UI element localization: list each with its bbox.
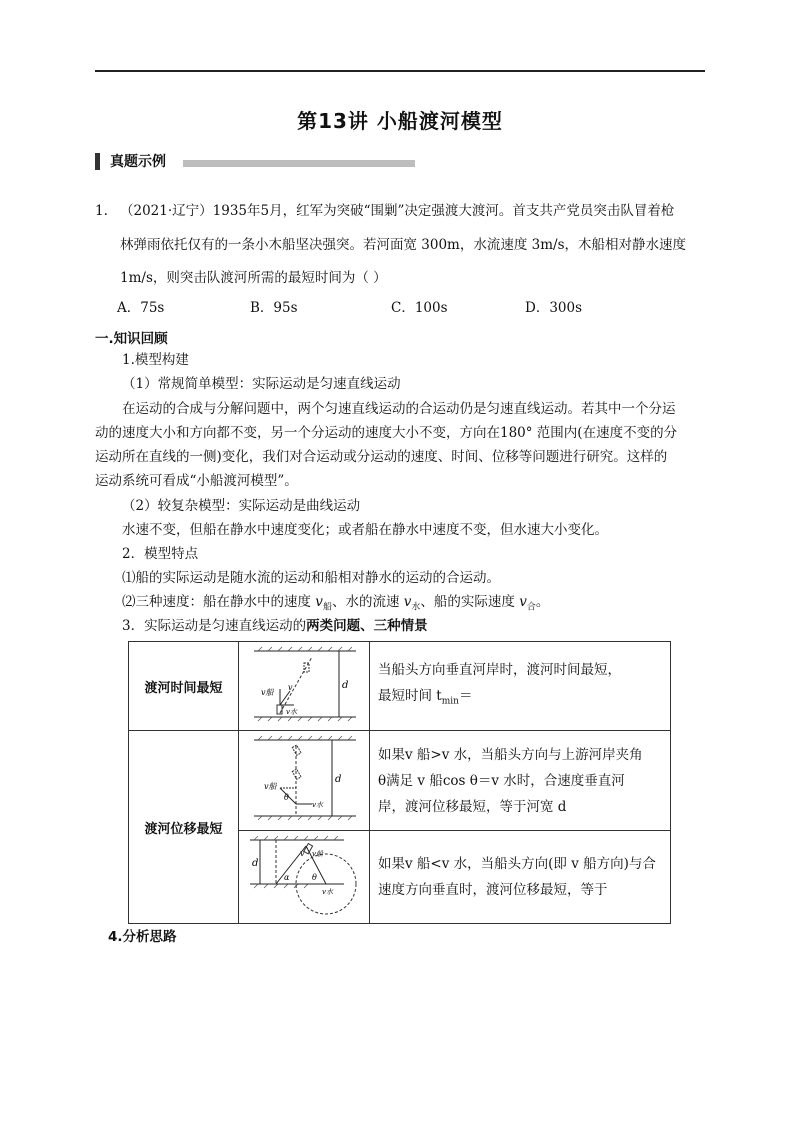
model-heading-1: 1.模型构建: [122, 352, 189, 368]
section-marker: [95, 153, 100, 170]
top-rule: [95, 70, 705, 72]
row-label-shortest-displacement: 渡河位移最短: [129, 731, 239, 924]
model-heading-2: 2．模型特点: [122, 546, 199, 562]
model-para-2: 动的速度大小和方向都不变，另一个分运动的速度大小不变，方向在180° 范围内(在速度不变的分: [95, 425, 678, 441]
figure-cell: [239, 831, 370, 924]
page-title: 第13讲 小船渡河模型: [297, 109, 503, 133]
label-v-boat: v船: [312, 850, 323, 858]
table-row: [129, 731, 671, 831]
section-example-heading: 真题示例: [110, 154, 166, 170]
scenario-table: [128, 641, 671, 924]
question-number: 1.: [95, 203, 108, 219]
label-v-boat: v船: [264, 781, 277, 791]
model-heading-1b: （2）较复杂模型：实际运动是曲线运动: [122, 498, 361, 514]
figure-cell: [239, 731, 370, 831]
label-d: d: [342, 680, 349, 691]
question-line-2: 林弹雨依托仅有的一条小木船坚决强突。若河面宽 300m，水流速度 3m/s，木船相对静水速度: [120, 237, 687, 253]
model-para-5: 水速不变，但船在静水中速度变化；或者船在静水中速度不变，但水速大小变化。: [122, 522, 608, 538]
question-line-1: （2021·辽宁）1935年5月，红军为突破“围剿”决定强渡大渡河。首支共产党员突击队冒着枪: [120, 203, 675, 219]
figure-cell: [239, 642, 370, 731]
option-c: C．100s: [391, 300, 448, 316]
model-heading-3: 3．实际运动是匀速直线运动的两类问题、三种情景: [122, 618, 428, 634]
option-b: B．95s: [250, 300, 298, 316]
review-heading: 一.知识回顾: [95, 331, 168, 347]
label-v-water: v水: [322, 888, 333, 896]
option-a: A．75s: [117, 300, 165, 316]
row-text-shortest-time: 当船头方向垂直河岸时，渡河时间最短， 最短时间 $t_{min}=$: [370, 642, 671, 731]
v-boat-less-diagram: [244, 832, 364, 918]
label-d: d: [252, 858, 259, 869]
label-v: v: [288, 683, 293, 692]
model-para-1: 在运动的合成与分解问题中，两个匀速直线运动的合运动仍是匀速直线运动。若其中一个分运: [122, 401, 676, 417]
model-para-3: 运动所在直线的一侧)变化，我们对合运动或分运动的速度、时间、位移等问题进行研究。这样的: [95, 449, 668, 465]
model-heading-1a: （1）常规简单模型：实际运动是匀速直线运动: [122, 376, 401, 392]
label-v-water: v水: [312, 800, 323, 809]
label-alpha: α: [284, 873, 290, 882]
label-d: d: [335, 773, 342, 785]
v-boat-greater-diagram: [244, 732, 364, 826]
label-v-water: v水: [286, 708, 297, 716]
section-grey-bar: [183, 160, 415, 167]
option-d: D．300s: [525, 300, 583, 316]
label-v-boat: v船: [261, 688, 274, 697]
model-para-4: 运动系统可看成“小船渡河模型”。: [95, 473, 298, 489]
table-row: [129, 642, 671, 731]
row-text-v-boat-greater: 如果v 船>v 水，当船头方向与上游河岸夹角 θ满足 v 船cos θ＝v 水时，合速度垂直河 岸，渡河位移最短，等于河宽 d: [370, 731, 671, 831]
feature-1: ⑴船的实际运动是随水流的运动和船相对静水的运动的合运动。: [122, 570, 500, 586]
row-label-shortest-time: 渡河时间最短: [129, 642, 239, 731]
shortest-time-diagram: [244, 643, 364, 725]
label-v: v: [300, 849, 305, 858]
feature-2: ⑵三种速度：船在静水中的速度 $v_船$、水的流速 $v_水$、船的实际速度 $v_合$。: [122, 594, 550, 613]
label-theta: θ: [312, 873, 317, 882]
analysis-heading: 4.分析思路: [108, 929, 177, 945]
row-text-v-boat-less: 如果v 船<v 水，当船头方向(即 v 船方向)与合 速度方向垂直时，渡河位移最短，等于: [370, 831, 671, 924]
question-line-3: 1m/s，则突击队渡河所需的最短时间为（ ）: [120, 270, 387, 286]
label-theta: θ: [284, 792, 289, 802]
